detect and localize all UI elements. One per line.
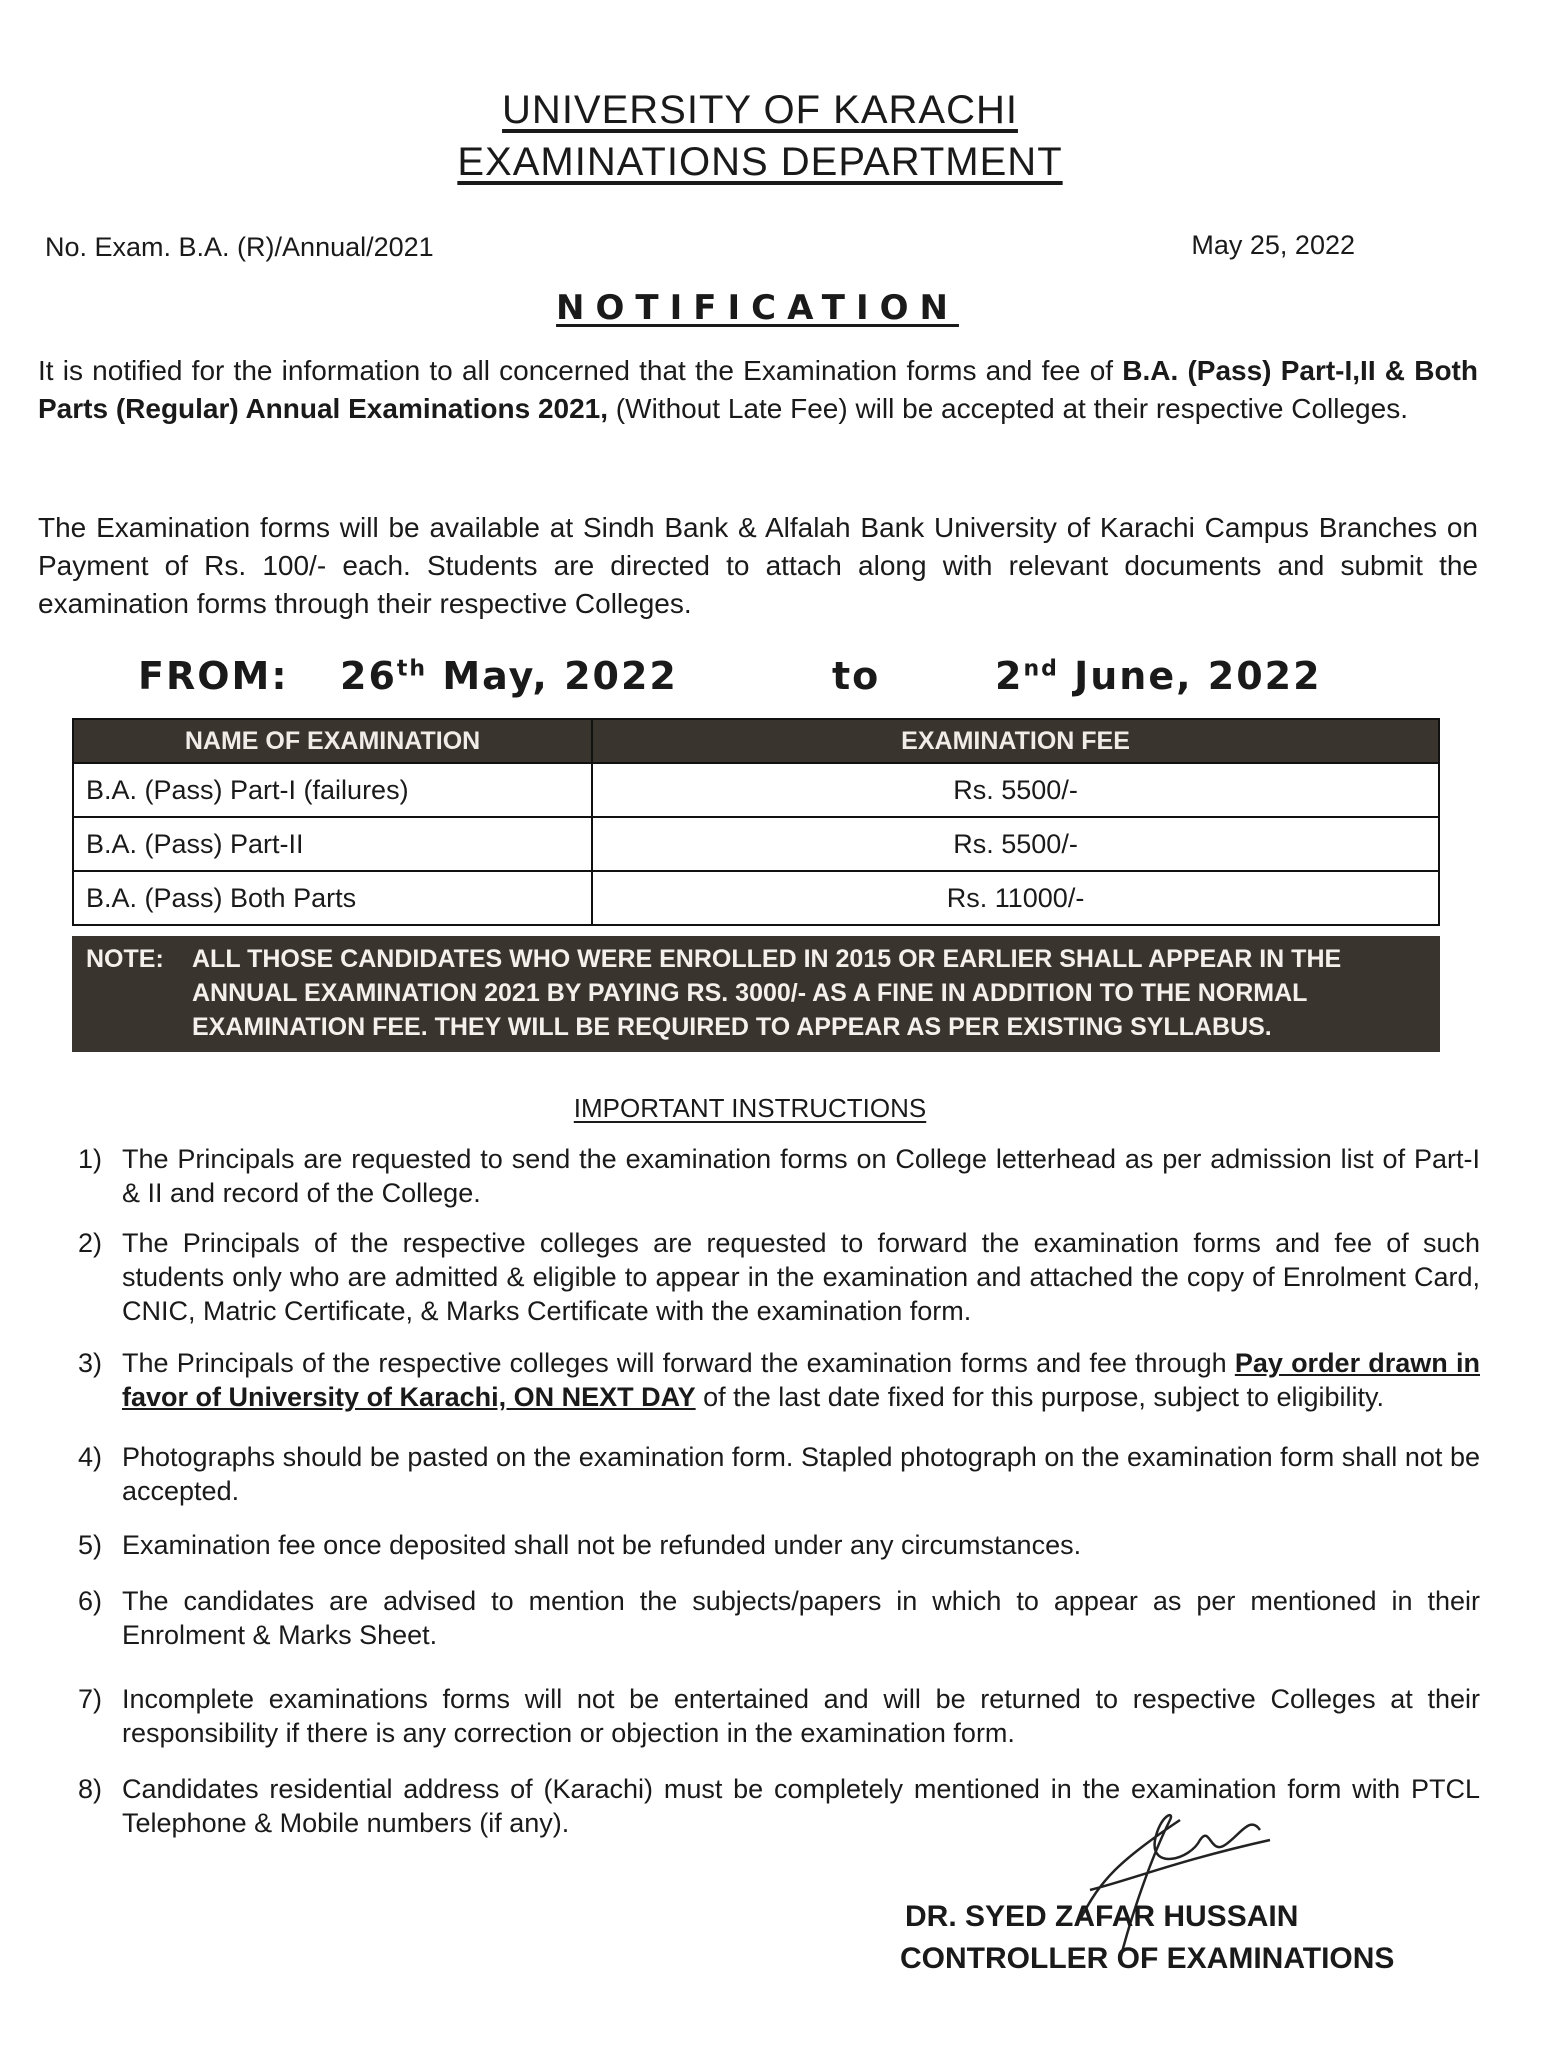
signatory-name: DR. SYED ZAFAR HUSSAIN — [905, 1900, 1299, 1933]
fee-table-header — [73, 719, 1439, 763]
to-suffix: nd — [1023, 656, 1059, 682]
item-number: 8) — [77, 1774, 102, 1804]
university-title: UNIVERSITY OF KARACHI — [502, 88, 1018, 132]
forms-paragraph: The Examination forms will be available at Sindh Bank & Alfalah Bank University of Karachi Campus Branches on Payment of Rs. 100/- each. Students are directed to attach along with relevant documents and submit the examination forms through their respective Colleges. — [38, 512, 1478, 619]
from-suffix: th — [396, 656, 428, 682]
item-number: 7) — [77, 1684, 102, 1714]
item-text-b: of the last date fixed for this purpose, subject to eligibility. — [695, 1382, 1385, 1412]
item-text: The Principals of the respective colleges are requested to forward the examination forms and fee of such students only who are admitted & eligible to appear in the examination and attached the copy of Enrolment Card, CNIC, Matric Certificate, & Marks Certificate with the examination form. — [122, 1228, 1480, 1326]
exam-fee: Rs. 11000/- — [592, 871, 1439, 925]
intro-text-a: It is notified for the information to all concerned that the Examination forms and fee of — [38, 355, 1123, 386]
item-text: Incomplete examinations forms will not be entertained and will be returned to respective Colleges at their responsibility if there is any correction or objection in the examination form. — [122, 1684, 1480, 1748]
exam-fee: Rs. 5500/- — [592, 763, 1439, 817]
item-text-a: The Principals of the respective colleges will forward the examination forms and fee through — [122, 1348, 1235, 1378]
col-header-exam: NAME OF EXAMINATION — [73, 719, 592, 763]
notification-heading: NOTIFICATION — [556, 288, 959, 328]
to-label: to — [832, 654, 881, 698]
reference-number: No. Exam. B.A. (R)/Annual/2021 — [45, 232, 434, 262]
to-date — [995, 654, 1322, 698]
from-day: 26 — [340, 654, 397, 698]
exam-name: B.A. (Pass) Part-I (failures) — [73, 763, 592, 817]
to-month-year: June, 2022 — [1074, 654, 1322, 698]
item-number: 6) — [77, 1586, 102, 1616]
intro-text-bold: B.A. (Pass) Part-I,II & Both Parts (Regular) Annual Examinations 2021, — [38, 355, 1478, 424]
exam-fee: Rs. 5500/- — [592, 817, 1439, 871]
from-month-year: May, 2022 — [442, 654, 678, 698]
item-number: 2) — [77, 1228, 102, 1258]
exam-name: B.A. (Pass) Both Parts — [73, 871, 592, 925]
col-header-fee: EXAMINATION FEE — [592, 719, 1439, 763]
notice-date: May 25, 2022 — [1191, 230, 1355, 260]
item-number: 4) — [77, 1442, 102, 1472]
intro-paragraph — [38, 352, 1478, 428]
table-row — [73, 871, 1439, 925]
item-text — [122, 1346, 1480, 1414]
from-date — [340, 654, 678, 698]
to-day: 2 — [995, 654, 1024, 698]
note-text: ALL THOSE CANDIDATES WHO WERE ENROLLED IN 2015 OR EARLIER SHALL APPEAR IN THE ANNUAL EXAMINATION 2021 BY PAYING RS. 3000/- AS A FINE IN ADDITION TO THE NORMAL EXAMINATION FEE. THEY WILL BE REQUIRED TO APPEAR AS PER EXISTING SYLLABUS. — [192, 945, 1342, 1041]
item-text: The Principals are requested to send the examination forms on College letterhead as per admission list of Part-I & II and record of the College. — [122, 1144, 1480, 1208]
table-row — [73, 817, 1439, 871]
table-row — [73, 763, 1439, 817]
pay-order-emphasis: Pay order drawn in favor of University of Karachi, ON NEXT DAY — [122, 1348, 1480, 1412]
from-label: FROM: — [138, 654, 289, 698]
note-label: NOTE: — [86, 945, 164, 973]
intro-text-c: (Without Late Fee) will be accepted at their respective Colleges. — [608, 393, 1408, 424]
item-number: 5) — [77, 1530, 102, 1560]
item-text: The candidates are advised to mention the subjects/papers in which to appear as per mentioned in their Enrolment & Marks Sheet. — [122, 1586, 1480, 1650]
note-box — [72, 936, 1440, 1052]
signatory-title: CONTROLLER OF EXAMINATIONS — [900, 1942, 1395, 1975]
fee-table — [72, 718, 1440, 926]
department-title: EXAMINATIONS DEPARTMENT — [457, 140, 1063, 184]
item-number: 1) — [77, 1144, 102, 1174]
item-text: Photographs should be pasted on the examination form. Stapled photograph on the examination form shall not be accepted. — [122, 1442, 1480, 1506]
item-text: Examination fee once deposited shall not be refunded under any circumstances. — [122, 1530, 1082, 1560]
item-text: Candidates residential address of (Karachi) must be completely mentioned in the examination form with PTCL Telephone & Mobile numbers (if any). — [122, 1774, 1480, 1838]
item-number: 3) — [77, 1348, 102, 1378]
exam-name: B.A. (Pass) Part-II — [73, 817, 592, 871]
instructions-title: IMPORTANT INSTRUCTIONS — [573, 1093, 927, 1123]
